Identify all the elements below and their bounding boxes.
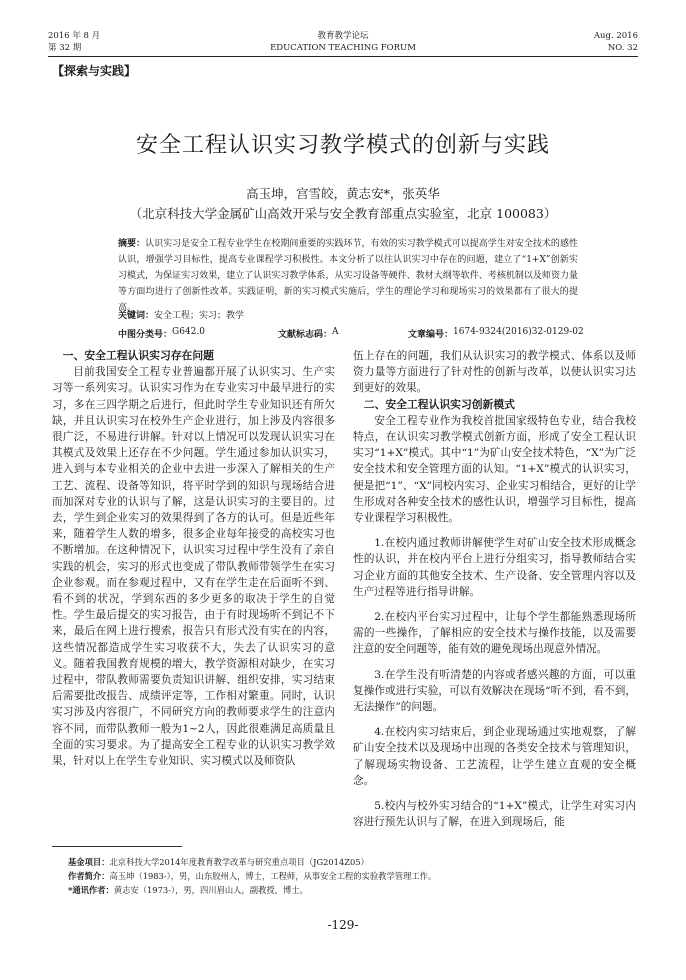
corr-label: *通讯作者： xyxy=(68,885,114,895)
clc-value: G642.0 xyxy=(172,327,205,337)
fund-note xyxy=(68,855,436,869)
header-date-en: Aug. 2016 xyxy=(593,31,638,41)
running-header xyxy=(48,30,638,57)
body-paragraph-1: 目前我国安全工程专业普遍都开展了认识实习、生产实习等一系列实习。认识实习作为在专业实习中最早进行的实习，多在三四学期之后进行，但此时学生专业知识还有所欠缺，并且认识实习在校外生产企业进行，加上涉及内容很多很广泛，不易进行讲解。针对以上情况可以发现认识实习在其模式及效果上还存在不少问题。学生通过参加认识实习，进入到与本专业相关的企业中去进一步深入了解相关的生产工艺、流程、设备等知识，将平时学到的知识与现场结合进而加深对专业的认识与了解，这是认识实习的主要目的。过去，学生到企业实习的效果得到了各方的认可。但是近些年来，随着学生人数的增多，很多企业每年接受的高校实习也不断增加。在这种情况下，认识实习过程中学生没有了亲自实践的机会，实习的形式也变成了带队教师带领学生在实习企业参观。而在参观过程中，又有在学生走在后面听不到、看不到的状况，学到东西的多少更多的取决于学生的自觉性。学生最后提交的实习报告，由于有时现场听不到记不下来，最后在网上进行搜索，报告只有形式没有实在的内容，这些情况都造成学生实习收获不大，失去了认识实习的意义。随着我国教育规模的增大，教学资源相对缺少，在实习过程中，带队教师需要负责知识讲解、组织安排，实习结束后需要批改报告、成绩评定等，工作相对繁重。同时，认识实习涉及内容很广，不同研究方向的教师要求学生的注意内容不同，而带队教师一般为1~2人，因此很难满足高质量且全面的实习要求。为了提高安全工程专业的认识实习教学效果，针对以上在学生专业知识、实习模式以及师资队 xyxy=(52,366,335,768)
paper-title: 安全工程认识实习教学模式的创新与实践 xyxy=(135,133,550,158)
left-column xyxy=(52,348,335,769)
corresponding-author-note xyxy=(68,883,436,897)
affiliation: （北京科技大学金属矿山高效开采与安全教育部重点实验室，北京 100083） xyxy=(129,206,557,221)
body-paragraph-4: 2.在校内平台实习过程中，让每个学生都能熟悉现场所需的一些操作，了解相应的安全技术与操作技能，以及需要注意的安全问题等，能有效的避免现场出现意外情况。 xyxy=(353,611,636,656)
articleno-label: 文章编号： xyxy=(408,330,454,340)
doccode-label: 文献标志码： xyxy=(278,330,333,340)
author-note xyxy=(68,869,436,883)
body-paragraph-3: 1.在校内通过教师讲解使学生对矿山安全技术形成概念性的认识，并在校内平台上进行分组实习，指导教师结合实习企业方面的其他安全技术、生产设备、安全管理内容以及生产过程等进行指导讲解。 xyxy=(353,537,636,598)
footnote-divider xyxy=(52,846,182,847)
header-journal-en: EDUCATION TEACHING FORUM xyxy=(270,43,416,53)
section-heading-1: 一、安全工程认识实习存在问题 xyxy=(62,349,214,362)
footnotes xyxy=(68,855,436,897)
header-right xyxy=(594,30,638,54)
author-list: 高玉坤，宫雪皎，黄志安*，张英华 xyxy=(246,186,440,201)
right-column xyxy=(353,348,636,830)
fund-text: 北京科技大学2014年度教育教学改革与研究重点项目（JG2014Z05） xyxy=(109,857,369,867)
header-issue-cn: 第 32 期 xyxy=(48,43,82,53)
author-note-label: 作者简介： xyxy=(68,871,110,881)
body-paragraph-1-continued: 伍上存在的问题，我们从认识实习的教学模式、体系以及师资力量等方面进行了针对性的创新与改革，以使认识实习达到更好的效果。 xyxy=(353,350,636,395)
document-code xyxy=(278,327,339,340)
articleno-value: 1674-9324(2016)32-0129-02 xyxy=(453,327,584,337)
body-paragraph-6: 4.在校内实习结束后，到企业现场通过实地观察，了解矿山安全技术以及现场中出现的各类安全技术与管理知识，了解现场实物设备、工艺流程，让学生建立直观的安全概念。 xyxy=(353,726,636,787)
header-center xyxy=(48,30,638,54)
body-paragraph-7: 5.校内与校外实习结合的“1+X”模式，让学生对实习内容进行预先认识与了解，在进入到现场后，能 xyxy=(353,800,636,829)
section-heading-2: 二、安全工程认识实习创新模式 xyxy=(363,397,515,411)
section-tag: 【探索与实践】 xyxy=(52,64,137,78)
corr-text: 黄志安（1973-），男，四川眉山人，副教授，博士。 xyxy=(113,885,308,895)
page-number: -129- xyxy=(327,918,359,932)
keywords-label: 关键词： xyxy=(118,311,155,321)
keywords-text: 安全工程；实习；教学 xyxy=(154,311,245,321)
article-number xyxy=(408,327,584,340)
keywords xyxy=(118,308,244,321)
header-issue-en: NO. 32 xyxy=(607,43,638,53)
clc-label: 中图分类号： xyxy=(118,330,173,340)
abstract-label: 摘要： xyxy=(118,239,146,249)
body-paragraph-5: 3.在学生没有听清楚的内容或者感兴趣的方面，可以重复操作或进行实验，可以有效解决在现场“听不到，看不到，无法操作”的问题。 xyxy=(353,668,636,714)
header-journal-cn: 教育教学论坛 xyxy=(317,31,369,41)
body-paragraph-2: 安全工程专业作为我校首批国家级特色专业，结合我校特点，在认识实习教学模式创新方面，形成了安全工程认识实习“1+X”模式。其中“1”为矿山安全技术特色，“X”为广泛安全技术和安全管理方面的认知。“1+X”模式的认识实习，便是把“1”、“X”同校内实习、企业实习相结合，更好的让学生形成对各种安全技术的感性认识，增强学习目标性，提高专业课程学习积极性。 xyxy=(353,414,636,525)
author-note-text: 高玉坤（1983-），男，山东胶州人，博士，工程师，从事安全工程的实验教学管理工作。 xyxy=(109,871,437,881)
doccode-value: A xyxy=(332,327,339,337)
clc-code xyxy=(118,327,205,340)
header-date-cn: 2016 年 8 月 xyxy=(48,31,101,41)
abstract xyxy=(118,236,578,316)
abstract-text: 认识实习是安全工程专业学生在校期间重要的实践环节，有效的实习教学模式可以提高学生对安全技术的感性认识，增强学习目标性，提高专业课程学习积极性。本文分析了以往认识实习中存在的问题，建立了“1+X”创新实习模式，为保证实习效果，建立了认识实习教学体系，从实习设备等硬件、教材大纲等软件、考核机制以及师资力量等方面均进行了创新性改革。实践证明，新的实习模式实施后，学生的理论学习和现场实习的效果都有了很大的提高。 xyxy=(118,239,578,313)
fund-label: 基金项目： xyxy=(68,857,110,867)
